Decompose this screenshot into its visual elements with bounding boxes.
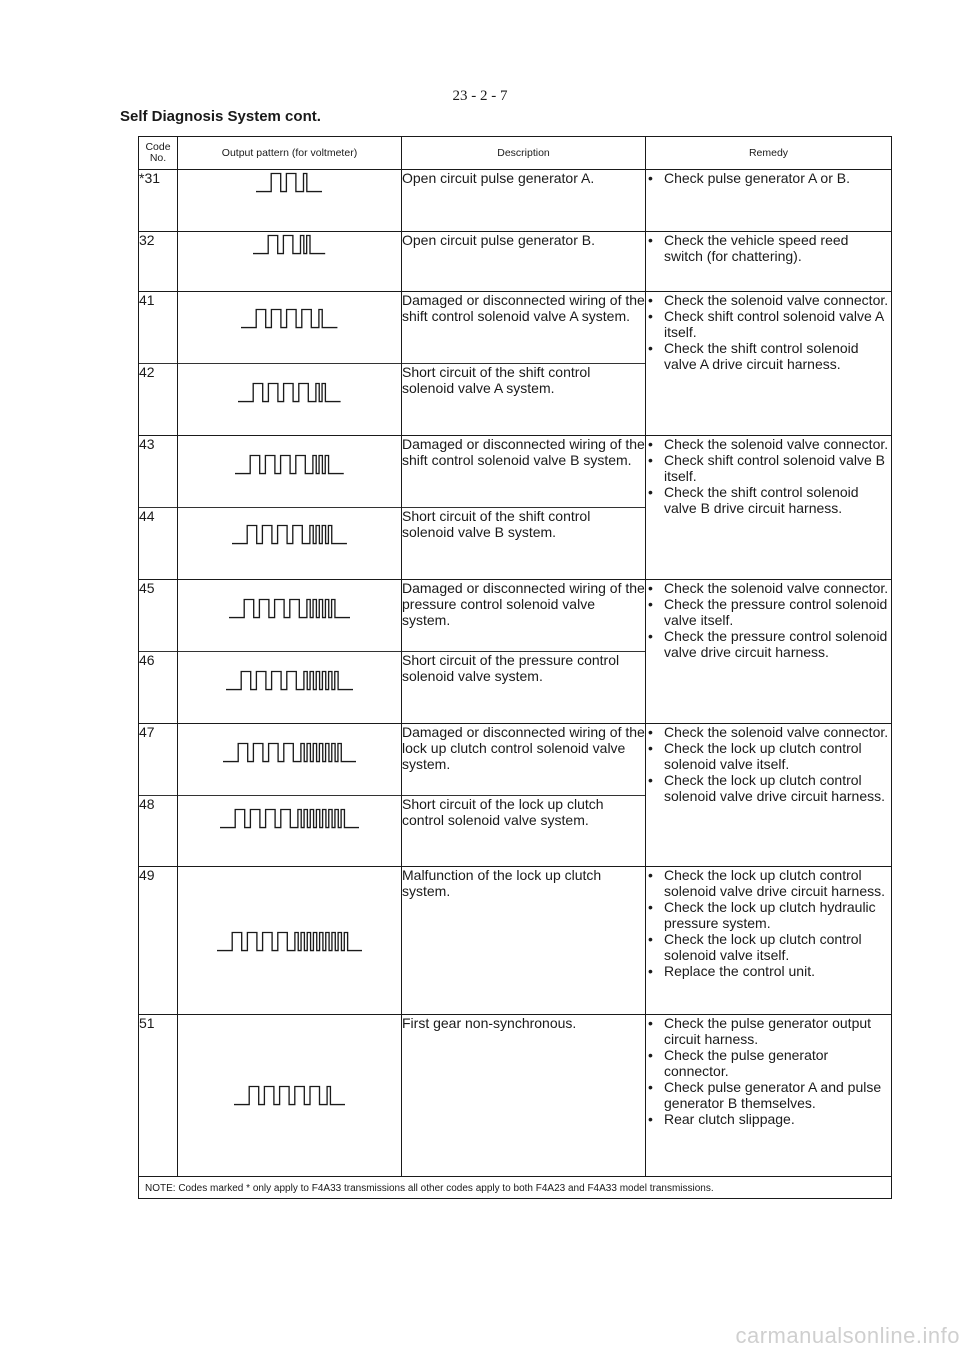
table-row [139,232,892,292]
remedy-item: • Check the pulse generator output circuit harness. [646,1015,891,1047]
pulse-trace [226,672,353,690]
row-description: Damaged or disconnected wiring of the lock up clutch control solenoid valve system. [402,724,646,796]
table-row [139,867,892,1015]
diagnosis-code-table [138,136,892,1199]
row-description: Short circuit of the lock up clutch control solenoid valve system. [402,796,646,867]
table-row [139,292,892,364]
remedy-item: • Check the solenoid valve connector. [646,292,891,308]
table-row [139,1015,892,1177]
header-remedy: Remedy [646,137,892,170]
row-code: 46 [139,652,178,724]
remedy-item: • Check the shift control solenoid valve A drive circuit harness. [646,340,891,372]
output-pattern-waveform [256,170,322,196]
remedy-item: • Check pulse generator A and pulse generator B themselves. [646,1079,891,1111]
table-note-row [139,1177,892,1199]
row-code: 49 [139,867,178,1015]
remedy-item: • Check the vehicle speed reed switch (for chattering). [646,232,891,264]
pulse-trace [253,236,325,254]
remedy-item: • Check the lock up clutch control solenoid valve itself. [646,931,891,963]
remedy-item: • Check the pressure control solenoid valve itself. [646,596,891,628]
page-number: 23 - 2 - 7 [452,88,508,104]
remedy-item: • Check shift control solenoid valve A itself. [646,308,891,340]
row-description: Open circuit pulse generator B. [402,232,646,292]
table-note: NOTE: Codes marked * only apply to F4A33 transmissions all other codes apply to both F4A23 and F4A33 model transmissions. [139,1177,892,1199]
table-row [139,580,892,652]
row-code: 48 [139,796,178,867]
row-description: Damaged or disconnected wiring of the shift control solenoid valve A system. [402,292,646,364]
table-row [139,724,892,796]
remedy-item: • Check the pressure control solenoid valve drive circuit harness. [646,628,891,660]
remedy-item: • Check the lock up clutch control solenoid valve itself. [646,740,891,772]
remedy-item: • Check the solenoid valve connector. [646,724,891,740]
row-description: Damaged or disconnected wiring of the pressure control solenoid valve system. [402,580,646,652]
remedy-item: • Check pulse generator A or B. [646,170,891,186]
row-code: 45 [139,580,178,652]
row-description: Malfunction of the lock up clutch system. [402,867,646,1015]
remedy-item: • Check the shift control solenoid valve B drive circuit harness. [646,484,891,516]
remedy-item: • Check the lock up clutch control solenoid valve drive circuit harness. [646,867,891,899]
header-pattern: Output pattern (for voltmeter) [178,137,402,170]
table-header-row [139,137,892,170]
pulse-trace [220,810,360,828]
row-code: 47 [139,724,178,796]
row-code: 32 [139,232,178,292]
remedy-item: • Check the lock up clutch control solenoid valve drive circuit harness. [646,772,891,804]
row-code: 41 [139,292,178,364]
row-code: *31 [139,170,178,232]
pulse-trace [229,600,350,618]
remedy-item: • Rear clutch slippage. [646,1111,891,1127]
row-description: Damaged or disconnected wiring of the shift control solenoid valve B system. [402,436,646,508]
pulse-trace [238,384,341,402]
row-code: 43 [139,436,178,508]
table-row [139,436,892,508]
pulse-trace [232,526,347,544]
output-pattern-waveform [217,929,363,955]
row-description: Short circuit of the shift control solenoid valve B system. [402,508,646,580]
output-pattern-waveform [253,232,325,258]
output-pattern-waveform [223,740,356,766]
pulse-trace [234,1087,346,1105]
output-pattern-waveform [241,306,337,332]
pulse-trace [256,174,322,192]
pulse-trace [223,744,356,762]
remedy-item: • Check the lock up clutch hydraulic pressure system. [646,899,891,931]
remedy-item: • Check the solenoid valve connector. [646,580,891,596]
output-pattern-waveform [238,380,341,406]
output-pattern-waveform [234,1083,346,1109]
remedy-item: • Replace the control unit. [646,963,891,979]
output-pattern-waveform [226,668,353,694]
row-description: First gear non-synchronous. [402,1015,646,1177]
pulse-trace [217,933,363,951]
header-description: Description [402,137,646,170]
row-code: 42 [139,364,178,436]
pulse-trace [241,310,337,328]
remedy-item: • Check the pulse generator connector. [646,1047,891,1079]
remedy-item: • Check shift control solenoid valve B itself. [646,452,891,484]
row-description: Short circuit of the shift control solenoid valve A system. [402,364,646,436]
table-row [139,170,892,232]
header-code: Code No. [139,137,178,170]
row-description: Short circuit of the pressure control solenoid valve system. [402,652,646,724]
output-pattern-waveform [235,452,344,478]
output-pattern-waveform [220,806,360,832]
row-code: 51 [139,1015,178,1177]
section-title: Self Diagnosis System cont. [120,108,321,125]
output-pattern-waveform [232,522,347,548]
row-description: Open circuit pulse generator A. [402,170,646,232]
pulse-trace [235,456,344,474]
watermark-text: carmanualsonline.info [735,1323,960,1348]
output-pattern-waveform [229,596,350,622]
row-code: 44 [139,508,178,580]
remedy-item: • Check the solenoid valve connector. [646,436,891,452]
